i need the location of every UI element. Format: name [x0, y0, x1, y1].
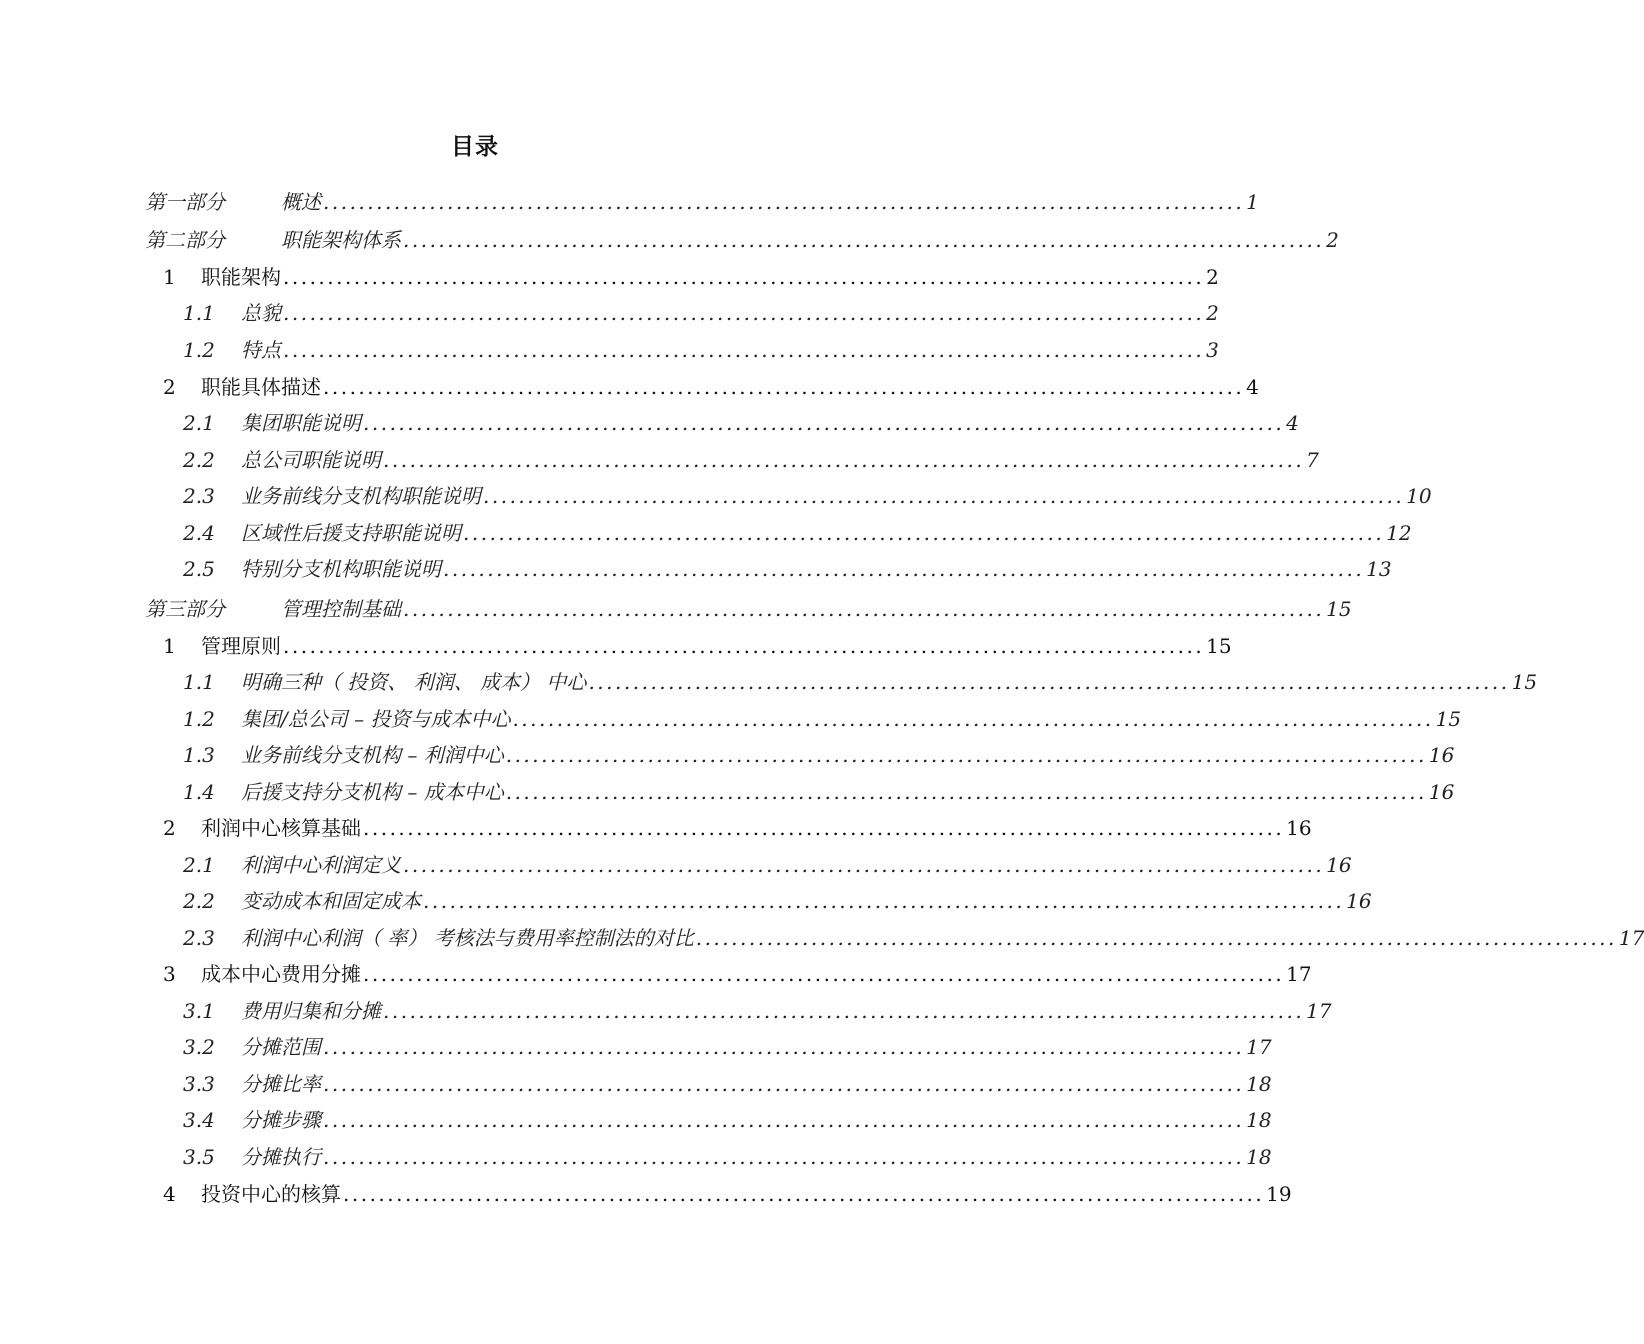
- toc-leader-dots: ........................................................................................................: [463, 521, 1385, 545]
- toc-entry[interactable]: [183, 885, 1372, 915]
- toc-entry-label: 管理控制基础: [281, 597, 401, 621]
- toc-leader-dots: ........................................................................................................: [695, 926, 1617, 950]
- toc-entry-number: 4: [163, 1182, 176, 1206]
- toc-entry-label: 利润中心利润（ 率） 考核法与费用率控制法的对比: [241, 926, 694, 950]
- toc-leader-dots: ........................................................................................................: [403, 228, 1325, 252]
- toc-leader-dots: ........................................................................................................: [283, 301, 1205, 325]
- toc-entry-number: 2: [163, 816, 176, 840]
- toc-entry-page: 2: [1206, 265, 1219, 289]
- toc-leader-dots: ........................................................................................................: [423, 889, 1345, 913]
- toc-entry-number: 2.2: [183, 889, 215, 913]
- toc-leader-dots: ........................................................................................................: [588, 670, 1510, 694]
- toc-leader-dots: ........................................................................................................: [363, 816, 1285, 840]
- toc-entry[interactable]: [183, 1031, 1272, 1061]
- toc-entry[interactable]: [183, 703, 1462, 733]
- toc-entry[interactable]: [145, 186, 1259, 216]
- toc-entry-number: 第二部分: [145, 228, 225, 252]
- toc-entry-label: 集团职能说明: [241, 411, 361, 435]
- toc-entry-number: 3.2: [183, 1035, 215, 1059]
- toc-entry-label: 投资中心的核算: [201, 1182, 341, 1206]
- toc-leader-dots: ........................................................................................................: [323, 190, 1245, 214]
- toc-entry-number: 2: [163, 375, 176, 399]
- toc-entry-page: 12: [1386, 521, 1412, 545]
- toc-entry-page: 16: [1346, 889, 1372, 913]
- toc-entry[interactable]: [145, 593, 1352, 623]
- toc-entry-label: 业务前线分支机构 – 利润中心: [241, 743, 504, 767]
- toc-entry-number: 1.2: [183, 707, 215, 731]
- toc-entry-page: 3: [1206, 338, 1219, 362]
- toc-entry-label: 分摊范围: [241, 1035, 321, 1059]
- toc-entry-page: 2: [1206, 301, 1219, 325]
- toc-entry-number: 1.3: [183, 743, 215, 767]
- toc-entry-number: 1.4: [183, 780, 215, 804]
- toc-leader-dots: ........................................................................................................: [363, 411, 1285, 435]
- toc-entry-page: 15: [1326, 597, 1352, 621]
- toc-entry[interactable]: [183, 995, 1332, 1025]
- toc-entry[interactable]: [163, 371, 1259, 401]
- toc-leader-dots: ........................................................................................................: [323, 375, 1245, 399]
- toc-entry[interactable]: [183, 922, 1644, 952]
- toc-entry-number: 第三部分: [145, 597, 225, 621]
- toc-entry[interactable]: [183, 1141, 1272, 1171]
- toc-leader-dots: ........................................................................................................: [403, 597, 1325, 621]
- toc-entry-page: 16: [1326, 853, 1352, 877]
- toc-entry-label: 费用归集和分摊: [241, 999, 381, 1023]
- toc-entry-label: 概述: [281, 190, 321, 214]
- toc-leader-dots: ........................................................................................................: [323, 1108, 1245, 1132]
- toc-leader-dots: ........................................................................................................: [505, 743, 1427, 767]
- toc-leader-dots: ........................................................................................................: [283, 634, 1205, 658]
- toc-entry-page: 10: [1406, 484, 1432, 508]
- toc-entry-page: 17: [1618, 926, 1644, 950]
- toc-entry-page: 18: [1246, 1072, 1272, 1096]
- toc-entry[interactable]: [183, 776, 1455, 806]
- toc-entry[interactable]: [183, 297, 1219, 327]
- toc-entry-page: 7: [1306, 448, 1319, 472]
- toc-entry-page: 16: [1428, 780, 1455, 804]
- toc-entry-page: 17: [1306, 999, 1332, 1023]
- toc-entry-label: 特别分支机构职能说明: [241, 557, 441, 581]
- toc-entry-number: 第一部分: [145, 190, 225, 214]
- toc-leader-dots: ........................................................................................................: [363, 962, 1285, 986]
- toc-leader-dots: ........................................................................................................: [323, 1072, 1245, 1096]
- toc-leader-dots: ........................................................................................................: [283, 338, 1205, 362]
- toc-entry-label: 总公司职能说明: [241, 448, 381, 472]
- toc-entry[interactable]: [183, 1068, 1272, 1098]
- toc-entry-number: 1.1: [183, 301, 215, 325]
- toc-entry-number: 2.2: [183, 448, 215, 472]
- toc-entry-number: 3.4: [183, 1108, 215, 1132]
- toc-leader-dots: ........................................................................................................: [383, 448, 1305, 472]
- toc-entry[interactable]: [183, 334, 1219, 364]
- toc-leader-dots: ........................................................................................................: [383, 999, 1305, 1023]
- toc-entry[interactable]: [163, 812, 1312, 842]
- toc-entry-number: 1: [163, 634, 176, 658]
- toc-entry-label: 业务前线分支机构职能说明: [241, 484, 481, 508]
- toc-entry-page: 1: [1246, 190, 1259, 214]
- toc-leader-dots: ........................................................................................................: [283, 265, 1205, 289]
- toc-entry-label: 职能架构: [201, 265, 281, 289]
- toc-entry-label: 明确三种（ 投资、 利润、 成本） 中心: [241, 670, 587, 694]
- toc-entry-page: 13: [1366, 557, 1392, 581]
- toc-entry-number: 3.1: [183, 999, 215, 1023]
- toc-leader-dots: ........................................................................................................: [343, 1182, 1265, 1206]
- toc-entry[interactable]: [145, 224, 1339, 254]
- toc-entry[interactable]: [163, 958, 1312, 988]
- toc-leader-dots: ........................................................................................................: [323, 1035, 1245, 1059]
- toc-entry-page: 4: [1286, 411, 1299, 435]
- toc-entry-page: 19: [1266, 1182, 1292, 1206]
- toc-entry[interactable]: [183, 444, 1319, 474]
- toc-entry-label: 成本中心费用分摊: [201, 962, 361, 986]
- toc-leader-dots: ........................................................................................................: [505, 780, 1427, 804]
- toc-entry-page: 15: [1206, 634, 1232, 658]
- toc-entry-label: 特点: [241, 338, 281, 362]
- toc-entry[interactable]: [163, 261, 1219, 291]
- toc-entry[interactable]: [183, 517, 1412, 547]
- toc-entry-label: 分摊比率: [241, 1072, 321, 1096]
- toc-entry[interactable]: [183, 553, 1392, 583]
- toc-leader-dots: ........................................................................................................: [323, 1145, 1245, 1169]
- toc-entry-label: 总貌: [241, 301, 281, 325]
- toc-entry-number: 2.4: [183, 521, 215, 545]
- toc-entry-number: 2.3: [183, 926, 215, 950]
- toc-entry-page: 15: [1435, 707, 1462, 731]
- toc-entry-page: 4: [1246, 375, 1259, 399]
- toc-entry-label: 利润中心核算基础: [201, 816, 361, 840]
- toc-entry[interactable]: [183, 849, 1352, 879]
- toc-entry-page: 15: [1511, 670, 1538, 694]
- toc-entry[interactable]: [163, 1178, 1292, 1208]
- toc-entry[interactable]: [183, 666, 1538, 696]
- toc-entry-number: 2.1: [183, 853, 215, 877]
- toc-leader-dots: ........................................................................................................: [403, 853, 1325, 877]
- toc-leader-dots: ........................................................................................................: [443, 557, 1365, 581]
- toc-entry-page: 2: [1326, 228, 1339, 252]
- toc-entry-label: 集团/总公司 – 投资与成本中心: [241, 707, 511, 731]
- toc-entry-number: 1.2: [183, 338, 215, 362]
- toc-entry-number: 3: [163, 962, 176, 986]
- toc-entry-page: 17: [1246, 1035, 1272, 1059]
- toc-entry-page: 16: [1428, 743, 1455, 767]
- toc-entry-label: 职能架构体系: [281, 228, 401, 252]
- toc-entry-label: 职能具体描述: [201, 375, 321, 399]
- toc-entry-page: 18: [1246, 1108, 1272, 1132]
- toc-entry-number: 2.1: [183, 411, 215, 435]
- toc-entry[interactable]: [183, 739, 1455, 769]
- toc-entry-label: 利润中心利润定义: [241, 853, 401, 877]
- toc-entry-label: 后援支持分支机构 – 成本中心: [241, 780, 504, 804]
- toc-entry-label: 管理原则: [201, 634, 281, 658]
- toc-entry-label: 分摊步骤: [241, 1108, 321, 1132]
- toc-leader-dots: ........................................................................................................: [512, 707, 1434, 731]
- toc-entry-label: 变动成本和固定成本: [241, 889, 421, 913]
- toc-entry-number: 3.3: [183, 1072, 215, 1096]
- toc-entry-page: 16: [1286, 816, 1312, 840]
- toc-entry-label: 区域性后援支持职能说明: [241, 521, 461, 545]
- toc-entry-page: 17: [1286, 962, 1312, 986]
- toc-title: 目录: [451, 134, 499, 160]
- toc-entry-number: 1.1: [183, 670, 215, 694]
- toc-entry[interactable]: [183, 480, 1432, 510]
- toc-entry[interactable]: [183, 1104, 1272, 1134]
- toc-entry-number: 2.5: [183, 557, 215, 581]
- toc-entry-label: 分摊执行: [241, 1145, 321, 1169]
- toc-entry-number: 2.3: [183, 484, 215, 508]
- toc-entry-number: 1: [163, 265, 176, 289]
- toc-entry[interactable]: [183, 407, 1299, 437]
- toc-leader-dots: ........................................................................................................: [483, 484, 1405, 508]
- toc-entry[interactable]: [163, 630, 1232, 660]
- toc-entry-number: 3.5: [183, 1145, 215, 1169]
- toc-entry-page: 18: [1246, 1145, 1272, 1169]
